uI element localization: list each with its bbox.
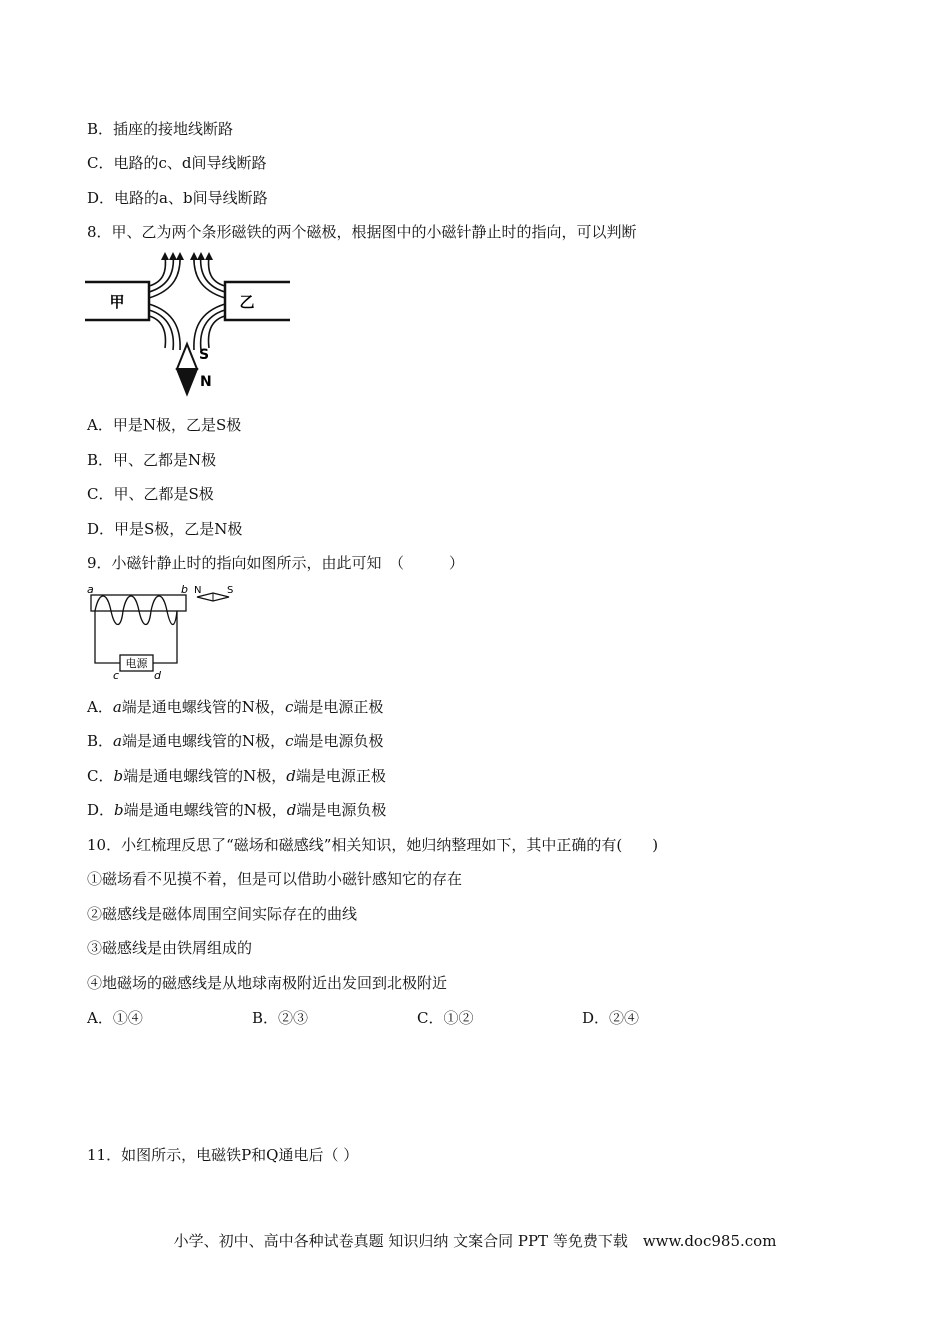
q9-option-b [87, 731, 384, 751]
q8-option-a: A．甲是N极，乙是S极 [87, 416, 242, 434]
q10-option-b: B．②③ [252, 1009, 309, 1027]
q10-option-a: A．①④ [87, 1009, 143, 1027]
solenoid-end-letter: a [113, 732, 122, 750]
needle-s-label: S [199, 347, 210, 363]
solenoid-end-b: b [181, 583, 188, 596]
solenoid-end-a: a [87, 583, 94, 596]
option-text: 端是通电螺线管的N极， [123, 767, 287, 785]
q9-stem: 9．小磁针静止时的指向如图所示，由此可知 （ ） [87, 554, 465, 572]
q9-option-d [87, 800, 386, 820]
q10-option-d: D．②④ [582, 1009, 640, 1027]
option-text: 端是电源负极 [293, 732, 384, 750]
source-end-d: d [154, 669, 161, 682]
q8-option-c: C．甲、乙都是S极 [87, 485, 214, 503]
q7-option-c: C．电路的c、d间导线断路 [87, 154, 267, 172]
q8-option-b: B．甲、乙都是N极 [87, 451, 217, 469]
q9-option-c [87, 766, 386, 786]
needle-s-label-9: S [227, 585, 234, 596]
q8-magnet-figure [85, 252, 295, 397]
option-prefix: D． [87, 801, 115, 819]
q10-stem: 10．小红梳理反思了“磁场和磁感线”相关知识，她归纳整理如下，其中正确的有( ) [87, 836, 659, 854]
option-prefix: C． [87, 767, 114, 785]
option-text: 端是通电螺线管的N极， [123, 801, 287, 819]
option-prefix: A． [87, 698, 113, 716]
source-end-letter: c [284, 698, 294, 716]
q8-stem: 8．甲、乙为两个条形磁铁的两个磁极，根据图中的小磁针静止时的指向，可以判断 [87, 223, 637, 241]
pole-jia-label: 甲 [109, 293, 125, 311]
option-text: 端是通电螺线管的N极， [121, 698, 285, 716]
page-footer: 小学、初中、高中各种试卷真题 知识归纳 文案合同 PPT 等免费下载 www.doc985.com [173, 1232, 777, 1250]
q10-statement-4: ④地磁场的磁感线是从地球南极附近出发回到北极附近 [87, 974, 448, 992]
q9-option-a [87, 697, 383, 717]
option-text: 端是电源正极 [293, 698, 384, 716]
q7-option-d: D．电路的a、b间导线断路 [87, 189, 268, 207]
power-source-label: 电源 [125, 657, 148, 670]
q10-statement-2: ②磁感线是磁体周围空间实际存在的曲线 [87, 905, 358, 923]
q7-option-b: B．插座的接地线断路 [87, 120, 234, 138]
q10-statement-1: ①磁场看不见摸不着，但是可以借助小磁针感知它的存在 [87, 870, 463, 888]
needle-n-label: N [200, 374, 212, 390]
source-end-letter: c [285, 732, 294, 750]
q11-stem: 11．如图所示，电磁铁P和Q通电后（ ） [87, 1146, 359, 1164]
option-text: 端是电源负极 [296, 801, 387, 819]
q8-option-d: D．甲是S极，乙是N极 [87, 520, 243, 538]
solenoid-end-letter: a [112, 698, 122, 716]
needle-n-label-9: N [194, 585, 202, 596]
option-text: 端是电源正极 [295, 767, 386, 785]
q10-option-c: C．①② [417, 1009, 474, 1027]
q9-solenoid-figure [85, 583, 245, 683]
source-end-letter: d [286, 801, 297, 819]
option-prefix: B． [87, 732, 114, 750]
pole-yi-label: 乙 [239, 293, 255, 311]
source-end-c: c [113, 669, 120, 682]
solenoid-end-letter: b [113, 767, 124, 785]
option-text: 端是通电螺线管的N极， [121, 732, 286, 750]
source-end-letter: d [286, 767, 296, 785]
solenoid-end-letter: b [114, 801, 124, 819]
q10-statement-3: ③磁感线是由铁屑组成的 [87, 939, 253, 957]
